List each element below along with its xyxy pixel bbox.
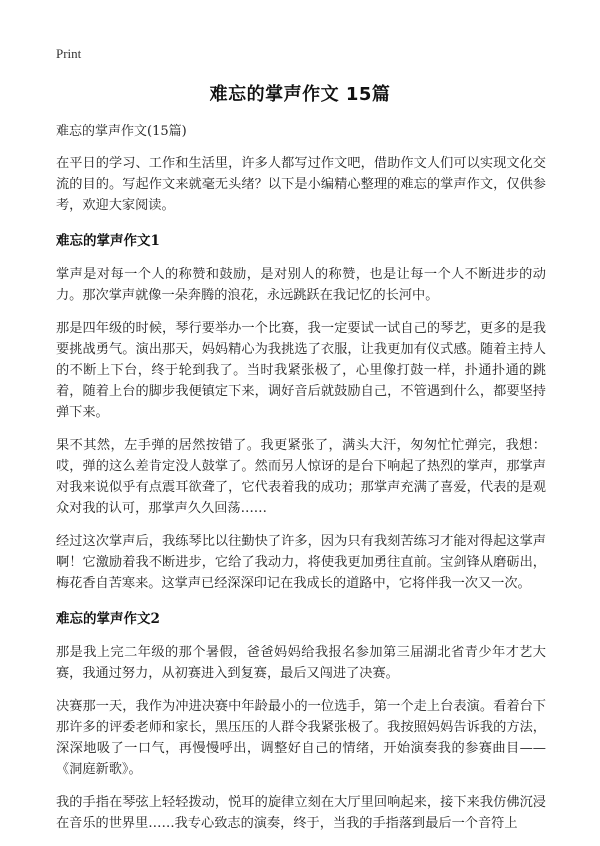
paragraph: 那是我上完二年级的那个暑假，爸爸妈妈给我报名参加第三届湖北省青少年才艺大赛，我通过努力，从初赛进入到复赛，最后又闯进了决赛。 [56,645,546,681]
paragraph: 那是四年级的时候，琴行要举办一个比赛，我一定要试一试自己的琴艺，更多的是我要挑战勇气。演出那天，妈妈精心为我挑选了衣服，让我更加有仪式感。随着主持人的不断上下台，终于轮到我了。当时我紧张极了，心里像打鼓一样，扑通扑通的跳着，随着上台的脚步我便镇定下来，调好音后就鼓励自己，不管遇到什么，都要坚持弹下来。 [56,321,546,420]
paragraph: 经过这次掌声后，我练琴比以往勤快了许多，因为只有我刻苦练习才能对得起这掌声啊！它激励着我不断进步，它给了我动力，将使我更加勇往直前。宝剑锋从磨砺出，梅花香自苦寒来。这掌声已经深深印记在我成长的道路中，它将伴我一次又一次。 [56,534,546,591]
article-subtitle: 难忘的掌声作文(15篇) [56,124,187,139]
paragraph: 果不其然，左手弹的居然按错了。我更紧张了，满头大汗，匆匆忙忙弹完，我想：哎，弹的这么差肯定没人鼓掌了。然而另人惊讶的是台下响起了热烈的掌声，那掌声对我来说似乎有点震耳欲聋了，它代表着我的成功；那掌声充满了喜爱，代表的是观众对我的认可，那掌声久久回荡…… [56,438,546,516]
page-title: 难忘的掌声作文 15篇 [209,84,391,105]
paragraph: 掌声是对每一个人的称赞和鼓励，是对别人的称赞，也是让每一个人不断进步的动力。那次掌声就像一朵奔腾的浪花，永远跳跃在我记忆的长河中。 [56,267,546,303]
intro-paragraph: 在平日的学习、工作和生活里，许多人都写过作文吧，借助作文人们可以实现文化交流的目的。写起作文来就毫无头绪？以下是小编精心整理的难忘的掌声作文，仅供参考，欢迎大家阅读。 [56,156,546,213]
paragraph: 决赛那一天，我作为冲进决赛中年龄最小的一位选手，第一个走上台表演。看着台下那许多的评委老师和家长，黑压压的人群令我紧张极了。我按照妈妈告诉我的方法，深深地吸了一口气，再慢慢呼出，调整好自己的情绪，开始演奏我的参赛曲目——《洞庭新歌》。 [56,699,546,777]
article-body [56,121,546,846]
section-heading-2: 难忘的掌声作文2 [56,611,160,627]
section-heading-1: 难忘的掌声作文1 [56,233,160,249]
print-link[interactable]: Print [56,46,82,61]
paragraph: 我的手指在琴弦上轻轻拨动，悦耳的旋律立刻在大厅里回响起来，接下来我仿佛沉浸在音乐的世界里……我专心致志的演奏，终于，当我的手指落到最后一个音符上 [56,795,546,831]
